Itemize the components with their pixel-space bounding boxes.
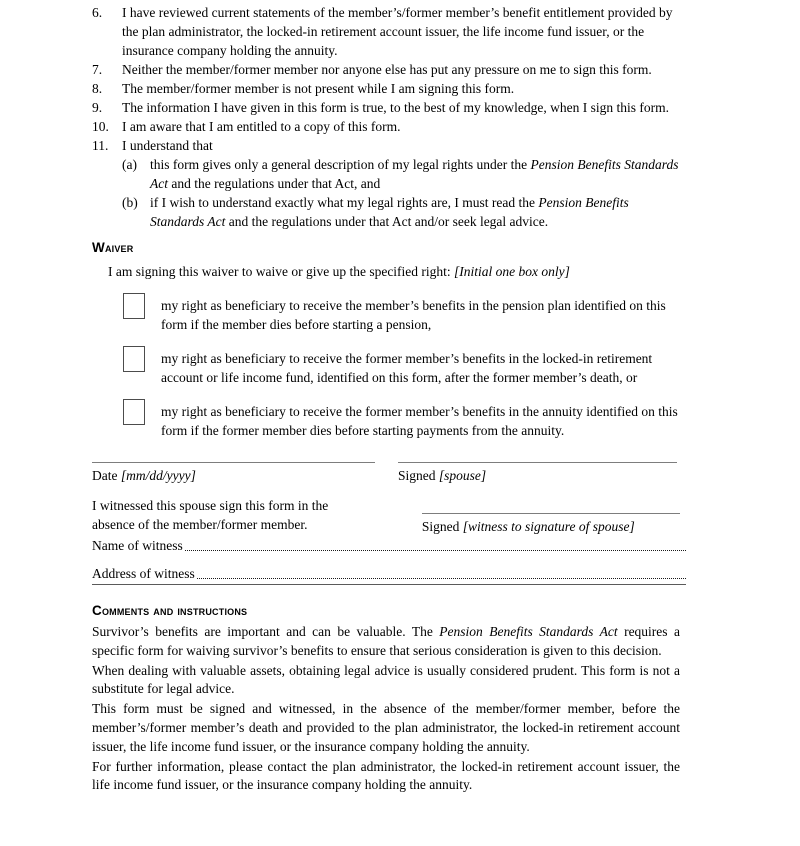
list-subitem-text [150, 155, 680, 193]
comments-paragraph-4: For further information, please contact the plan administrator, the locked-in retirement account issuer, the life income fund issuer, or the insurance company holding the annuity. [92, 758, 680, 793]
signed-witness-label [422, 514, 680, 536]
address-of-witness-label: Address of witness [92, 566, 195, 581]
witness-statement-block [92, 496, 354, 536]
list-item-7 [92, 60, 680, 79]
list-item-number: 9. [92, 100, 103, 115]
list-subitem-number: (b) [122, 195, 138, 210]
name-of-witness-label: Name of witness [92, 538, 183, 553]
text-segment: I am signing this waiver to waive or give up the specified right: [108, 264, 455, 279]
list-item-11 [92, 136, 680, 155]
list-item-text: I am aware that I am entitled to a copy of this form. [122, 119, 401, 134]
list-item-number: 7. [92, 62, 103, 77]
text-segment: Signed [421, 519, 463, 534]
list-item-text: I have reviewed current statements of the member’s/former member’s benefit entitlement provided by the plan administrator, the locked-in retirement account issuer, the life income fund issuer, or the insurance company holding the annuity. [122, 5, 673, 58]
list-item-text: I understand that [122, 138, 213, 153]
text-segment: Date [92, 468, 121, 483]
comments-paragraph-3: This form must be signed and witnessed, in the absence of the member/former member, before the member’s/former member’s death and provided to the plan administrator, the locked-in retirement account issuer, the life income fund issuer, or the insurance company holding the annuity. [92, 701, 680, 754]
initial-box-lira-lif[interactable] [123, 346, 145, 372]
address-of-witness-input[interactable] [197, 564, 686, 579]
list-item-number: 10. [92, 119, 109, 134]
list-item-9 [92, 98, 680, 117]
act-name-italic: Pension Benefits Standards Act [150, 195, 629, 229]
list-subitem-a [122, 155, 680, 193]
date-field-block [92, 462, 375, 485]
list-item-number: 6. [92, 5, 103, 20]
act-name-italic: Pension Benefits Standards Act [439, 624, 618, 639]
witness-hint: [witness to signature of spouse] [462, 519, 635, 534]
waiver-option-text: my right as beneficiary to receive the former member’s benefits in the annuity identified on this form if the former member dies before starting payments from the annuity. [161, 404, 678, 438]
waiver-option-lira-lif [92, 345, 680, 387]
name-of-witness-row [92, 536, 686, 555]
list-item-text: Neither the member/former member nor anyone else has put any pressure on me to sign this form. [122, 62, 652, 77]
section-divider-rule [92, 584, 686, 585]
waiver-intro [108, 262, 680, 281]
spouse-signature-block [398, 462, 677, 485]
waiver-option-pension-plan [92, 292, 680, 334]
list-item-number: 11. [92, 138, 109, 153]
witness-signature-block [422, 513, 680, 536]
date-format-hint: [mm/dd/yyyy] [120, 468, 196, 483]
signed-spouse-label [398, 463, 677, 485]
list-item-text: The member/former member is not present while I am signing this form. [122, 81, 515, 96]
text-segment: if I wish to understand exactly what my legal rights are, I must read the [150, 195, 539, 210]
list-item-10 [92, 117, 680, 136]
witness-statement: I witnessed this spouse sign this form in the absence of the member/former member. [92, 498, 329, 532]
waiver-heading: Waiver [92, 240, 134, 255]
signature-row-2 [92, 496, 680, 536]
list-item-6 [92, 3, 680, 60]
list-item-number: 8. [92, 81, 103, 96]
text-segment: Survivor’s benefits are important and can be valuable. The [92, 624, 440, 639]
comments-paragraph-1 [92, 623, 680, 661]
act-name-italic: Pension Benefits Standards Act [150, 157, 679, 191]
waiver-option-annuity [92, 398, 680, 440]
text-segment: and the regulations under that Act, and [168, 176, 381, 191]
text-segment: requires a specific form for waiving survivor’s benefits to ensure that serious consideration is given to this decision. [92, 624, 680, 658]
list-subitem-text [150, 193, 680, 231]
text-segment: and the regulations under that Act and/or seek legal advice. [225, 214, 549, 229]
waiver-option-text: my right as beneficiary to receive the former member’s benefits in the locked-in retirement account or life income fund, identified on this form, after the former member’s death, or [161, 351, 653, 385]
text-segment: Signed [398, 468, 439, 483]
comments-paragraph-2: When dealing with valuable assets, obtaining legal advice is usually considered prudent. This form is not a substitute for legal advice. [92, 662, 680, 697]
date-label [92, 463, 375, 485]
list-item-8 [92, 79, 680, 98]
address-of-witness-row [92, 564, 686, 583]
list-item-text: The information I have given in this form is true, to the best of my knowledge, when I sign this form. [122, 100, 670, 115]
initial-box-pension-plan[interactable] [123, 293, 145, 319]
waiver-option-text: my right as beneficiary to receive the member’s benefits in the pension plan identified on this form if the member dies before starting a pension, [161, 298, 666, 332]
initial-box-annuity[interactable] [123, 399, 145, 425]
initial-instruction-italic: [Initial one box only] [454, 264, 570, 279]
signature-row-1 [92, 462, 680, 485]
spouse-hint: [spouse] [438, 468, 487, 483]
name-of-witness-input[interactable] [185, 536, 686, 551]
list-subitem-b [122, 193, 680, 231]
text-segment: this form gives only a general description of my legal rights under the [150, 157, 531, 172]
list-subitem-number: (a) [122, 157, 137, 172]
comments-heading: Comments and instructions [92, 603, 248, 618]
